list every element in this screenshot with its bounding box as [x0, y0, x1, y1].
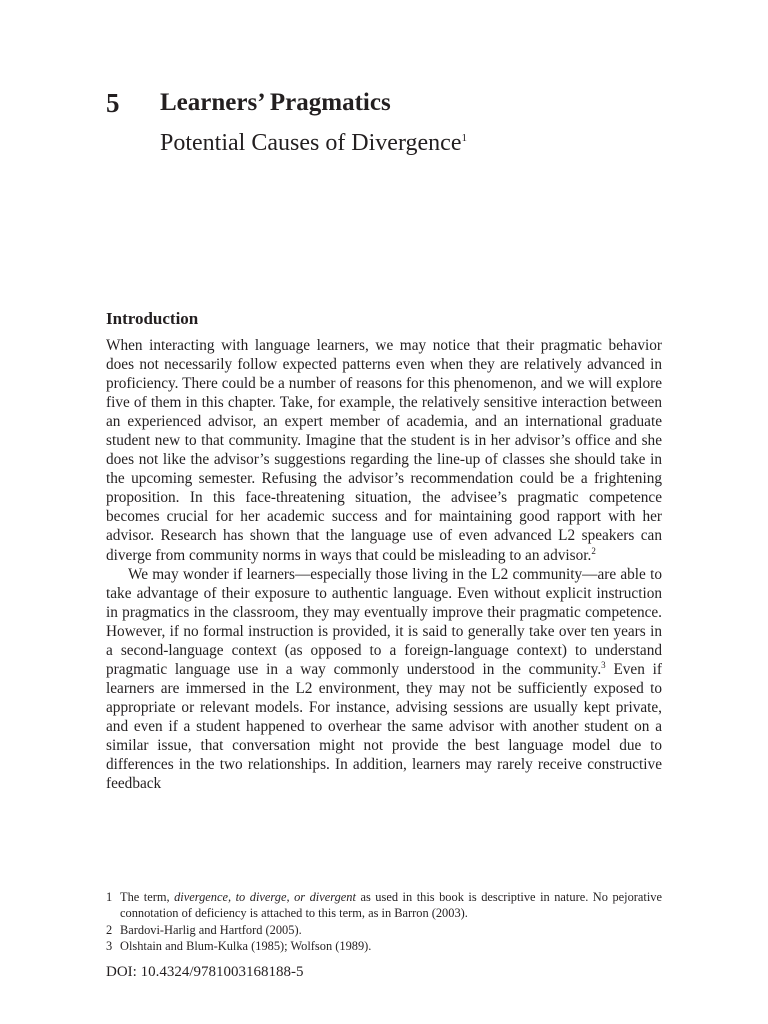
- footnote-number: 3: [106, 938, 113, 953]
- footnote-3: [106, 938, 662, 954]
- chapter-subtitle: [160, 128, 467, 158]
- paragraph-2: [106, 565, 662, 794]
- footnote-ref-1[interactable]: 1: [461, 132, 467, 144]
- footnote-number: 1: [106, 890, 113, 904]
- chapter-title: Learners’ Pragmatics: [160, 89, 391, 116]
- footnote-text: Olshtain and Blum-Kulka (1985); Wolfson (1989).: [120, 938, 372, 953]
- paragraph-2-text-a: We may wonder if learners—especially those living in the L2 community—are able to take advantage of their exposure to authentic language. Even without explicit instruction in pragmatics in the classroom, they may eventually improve their pragmatic competence. However, if no formal instruction is provided, it is said to generally take over ten years in a second-language context (as opposed to a foreign-language context) to understand pragmatic language use in a way commonly understood in the community.: [106, 565, 662, 678]
- footnote-text-before: The term,: [120, 890, 175, 904]
- footnote-number: 2: [106, 922, 113, 937]
- footnotes: [106, 889, 662, 954]
- section-heading: Introduction: [106, 309, 199, 328]
- body-text: [106, 336, 662, 793]
- doi-line[interactable]: DOI: 10.4324/9781003168188-5: [106, 964, 304, 980]
- chapter-number: 5: [106, 88, 120, 118]
- footnote-text-italic: divergence, to diverge, or divergent: [174, 890, 356, 904]
- footnote-ref-2[interactable]: 2: [591, 545, 596, 556]
- paragraph-1: [106, 336, 662, 565]
- footnote-text: [120, 889, 662, 922]
- footnote-text-after: as used in this book is descriptive in nature. No pejorative connotation of deficiency is attached to this term, as in Barron (2003).: [120, 890, 663, 921]
- paragraph-2-text-b: Even if learners are immersed in the L2 environment, they may not be sufficiently exposed to appropriate or relevant models. For instance, advising sessions are usually kept private, and even if a student happened to overhear the same advisor with another student on a similar issue, that conversation might not provide the best language model due to differences in the two relationships. In addition, learners may rarely receive constructive feedback: [106, 660, 662, 793]
- footnote-1: [106, 889, 662, 922]
- footnote-ref-3[interactable]: 3: [601, 659, 606, 670]
- paragraph-1-text: When interacting with language learners, we may notice that their pragmatic behavior does not necessarily follow expected patterns even when they are relatively advanced in proficiency. There could be a number of reasons for this phenomenon, and we will explore five of them in this chapter. Take, for example, the relatively sensitive interaction between an experienced advisor, an expert member of academia, and an international graduate student new to that community. Imagine that the student is in her advisor’s office and she does not like the advisor’s suggestions regarding the line-up of classes she should take in the upcoming semester. Refusing the advisor’s recommendation could be a frightening proposition. In this face-threatening situation, the advisee’s pragmatic competence becomes crucial for her academic success and for maintaining good rapport with her advisor. Research has shown that the language use of even advanced L2 speakers can diverge from community norms in ways that could be misleading to an advisor.: [106, 337, 662, 564]
- chapter-subtitle-text: Potential Causes of Divergence: [160, 130, 462, 156]
- footnote-2: [106, 922, 662, 938]
- footnote-text: Bardovi-Harlig and Hartford (2005).: [120, 922, 302, 937]
